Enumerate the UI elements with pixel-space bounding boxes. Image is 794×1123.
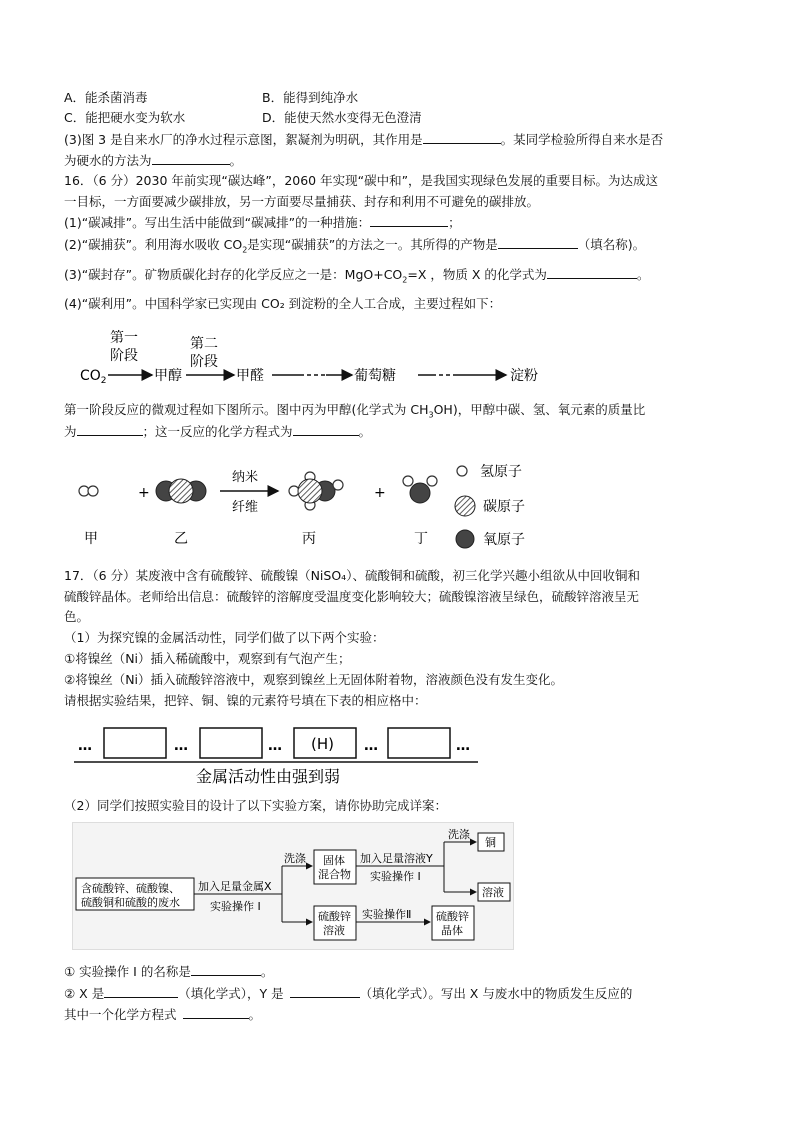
q16-part4: (4)“碳利用”。中国科学家已实现由 CO₂ 到淀粉的全人工合成，主要过程如下： <box>64 296 502 311</box>
operation-1: 实验操作 I <box>210 900 261 913</box>
series-blank-1[interactable] <box>104 728 166 758</box>
label-yi: 乙 <box>174 531 188 547</box>
series-blank-2[interactable] <box>200 728 262 758</box>
synthesis-flow-diagram <box>60 324 560 394</box>
molecule-co2 <box>156 479 206 503</box>
znso4-line2: 溶液 <box>323 924 345 937</box>
solid-line1: 固体 <box>323 854 345 867</box>
series-hydrogen: (H) <box>311 735 334 753</box>
wash-label: 洗涤 <box>284 852 306 865</box>
operation-1b: 实验操作 I <box>370 870 421 883</box>
q17-ask: 请根据实验结果，把锌、铜、镍的元素符号填在下表的相应格中： <box>64 693 427 708</box>
q16-part3: (3)“碳封存”。矿物质碳化封存的化学反应之一是：$MgO+CO_2=X$ ，物质 X 的化学式为 。 <box>64 267 650 285</box>
flow-stage2-line1: 第二 <box>190 336 218 352</box>
flow-co2: $CO_2$ <box>80 368 107 386</box>
q15-part3-line1: (3)图 3 是自来水厂的净水过程示意图，絮凝剂为明矾，其作用是 。某同学检验所得自来水是否 <box>64 132 664 147</box>
label-jia: 甲 <box>84 531 98 547</box>
plus-sign: + <box>138 485 150 501</box>
answer-blank <box>423 131 501 144</box>
answer-blank <box>498 236 578 249</box>
series-dots: … <box>364 738 378 754</box>
legend-carbon: 碳原子 <box>483 499 525 515</box>
q16-part2: (2)“碳捕获”。利用海水吸收 $CO_2$是实现“碳捕获”的方法之一。其所得的产物是 （填名称)。 <box>64 237 646 255</box>
znso4-line1: 硫酸锌 <box>318 910 351 923</box>
flow-stage2-line2: 阶段 <box>190 354 218 370</box>
molecule-h2o <box>403 476 437 503</box>
plus-sign: + <box>374 485 386 501</box>
q17-experiment2: ②将镍丝（Ni）插入硫酸锌溶液中，观察到镍丝上无固体附着物，溶液颜色没有发生变化。 <box>64 672 564 687</box>
series-caption: 金属活动性由强到弱 <box>196 767 341 786</box>
flow-stage1-line1: 第一 <box>110 330 138 346</box>
activity-series-table <box>70 722 490 788</box>
q17-answer1: ① 实验操作 I 的名称是 。 <box>64 964 274 979</box>
series-dots: … <box>268 738 282 754</box>
option-d: D．能使天然水变得无色澄清 <box>262 110 422 125</box>
answer-blank <box>104 985 178 998</box>
add-metal-x: 加入足量金属X <box>198 880 272 893</box>
molecule-reaction-diagram <box>60 455 560 555</box>
waste-line1: 含硫酸锌、硫酸镍、 <box>81 882 180 895</box>
flow-starch: 淀粉 <box>510 368 538 384</box>
q17-experiment1: ①将镍丝（Ni）插入稀硫酸中，观察到有气泡产生； <box>64 651 351 666</box>
crystal-line1: 硫酸锌 <box>436 910 469 923</box>
answer-blank <box>370 214 448 227</box>
legend-hydrogen: 氢原子 <box>480 464 522 480</box>
q16-micro-line1: 第一阶段反应的微观过程如下图所示。图中丙为甲醇(化学式为 $CH_3OH$)，甲醇中碳、氢、氧元素的质量比 <box>64 402 646 420</box>
molecule-h2 <box>79 486 98 496</box>
series-dots: … <box>174 738 188 754</box>
q16-part1: (1)“碳减排”。写出生活中能做到“碳减排”的一种措施： ； <box>64 215 461 230</box>
legend-oxygen-icon <box>456 530 474 548</box>
waste-line2: 硫酸铜和硫酸的废水 <box>81 896 180 909</box>
answer-blank <box>290 985 360 998</box>
answer-blank <box>152 152 230 165</box>
label-bing: 丙 <box>302 531 316 547</box>
molecule-ch3oh <box>289 472 343 510</box>
q17-intro-line2: 硫酸锌晶体。老师给出信息：硫酸锌的溶解度受温度变化影响较大；硫酸镍溶液呈绿色，硫酸锌溶液呈无 <box>64 589 640 604</box>
flow-methanol: 甲醇 <box>154 368 182 384</box>
option-c: C．能把硬水变为软水 <box>64 110 186 125</box>
series-dots: … <box>78 738 92 754</box>
option-a: A．能杀菌消毒 <box>64 90 148 105</box>
add-solution-y: 加入足量溶液Y <box>360 852 433 865</box>
legend-carbon-icon <box>455 496 475 516</box>
copper-label: 铜 <box>485 836 496 849</box>
condition-line1: 纳米 <box>232 470 259 485</box>
option-b: B．能得到纯净水 <box>262 90 359 105</box>
flow-glucose: 葡萄糖 <box>354 368 396 384</box>
q17-answer2: ② X 是 （填化学式），Y 是 （填化学式）。写出 X 与废水中的物质发生反应的 <box>64 986 633 1001</box>
wash-label-2: 洗涤 <box>448 828 470 841</box>
solution-label: 溶液 <box>482 886 504 899</box>
experiment-scheme-flowchart <box>72 822 514 950</box>
legend-oxygen: 氧原子 <box>483 532 525 548</box>
condition-line2: 纤维 <box>232 500 259 515</box>
q17-part1: （1）为探究镍的金属活动性，同学们做了以下两个实验： <box>64 630 385 645</box>
q16-intro-line2: 一目标，一方面要减少碳排放，另一方面要尽量捕获、封存和利用不可避免的碳排放。 <box>64 194 540 209</box>
legend-hydrogen-icon <box>457 466 467 476</box>
q16-intro-line1: 16．（6 分）2030 年前实现“碳达峰”，2060 年实现“碳中和”，是我国实现绿色发展的重要目标。为达成这 <box>64 173 659 188</box>
operation-2: 实验操作Ⅱ <box>362 908 412 921</box>
label-ding: 丁 <box>414 531 428 547</box>
crystal-line2: 晶体 <box>441 924 463 937</box>
flow-stage1-line2: 阶段 <box>110 348 138 364</box>
q17-intro-line1: 17．（6 分）某废液中含有硫酸锌、硫酸镍（NiSO₄）、硫酸铜和硫酸，初三化学兴趣小组欲从中回收铜和 <box>64 568 640 583</box>
answer-blank <box>77 423 143 436</box>
series-blank-3[interactable] <box>388 728 450 758</box>
q17-intro-line3: 色。 <box>64 609 90 624</box>
answer-blank <box>547 266 637 279</box>
q17-part2: （2）同学们按照实验目的设计了以下实验方案，请你协助完成详案： <box>64 798 447 813</box>
answer-blank <box>191 963 261 976</box>
q16-micro-line2: 为 ；这一反应的化学方程式为 。 <box>64 424 372 439</box>
series-dots: … <box>456 738 470 754</box>
q17-answer3: 其中一个化学方程式 。 <box>64 1007 262 1022</box>
flow-formaldehyde: 甲醛 <box>236 368 264 384</box>
answer-blank <box>183 1006 249 1019</box>
q15-part3-line2: 为硬水的方法为 。 <box>64 153 243 168</box>
answer-blank <box>293 423 359 436</box>
solid-line2: 混合物 <box>318 868 351 881</box>
